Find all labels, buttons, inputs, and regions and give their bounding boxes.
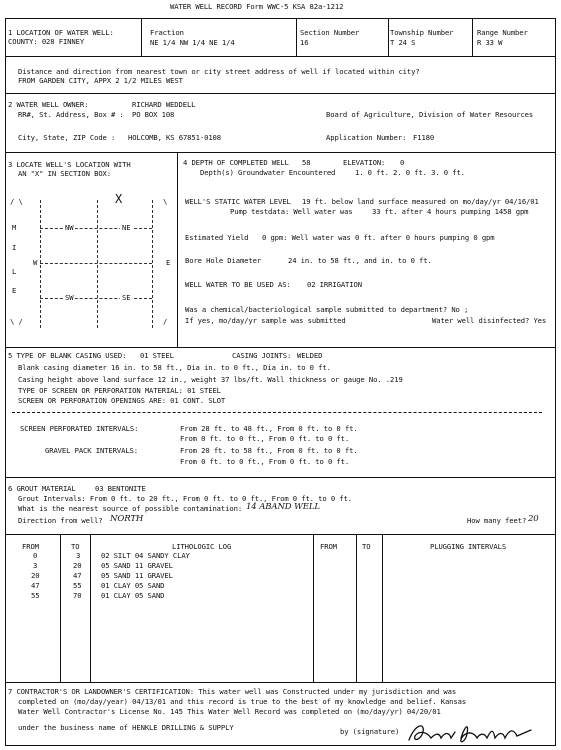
frame-corner-tr: \ xyxy=(163,197,168,206)
frame-corner-bl: \ / xyxy=(10,317,23,326)
mile-i: I xyxy=(12,243,17,252)
board-text: Board of Agriculture, Division of Water Resources xyxy=(326,110,534,119)
mile-l: L xyxy=(12,267,17,276)
disinfected-label: Water well disinfected? Yes xyxy=(432,316,547,325)
bore-value: 24 in. to 58 ft., and in. to 0 ft. xyxy=(288,256,432,265)
casing-label: 5 TYPE OF BLANK CASING USED: xyxy=(8,351,127,360)
section-grid-middle xyxy=(40,263,152,264)
log-desc: 01 CLAY 05 SAND xyxy=(101,581,165,590)
bore-label: Bore Hole Diameter xyxy=(185,256,262,265)
owner-label: 2 WATER WELL OWNER: xyxy=(8,100,89,109)
how-many-feet-value: 20 xyxy=(528,514,539,524)
fraction-label: Fraction xyxy=(150,28,184,37)
form-title: WATER WELL RECORD Form WWC-5 KSA 82a-1212 xyxy=(170,2,344,11)
log-to: 47 xyxy=(73,571,82,580)
well-location-x-mark: X xyxy=(115,192,123,206)
locate-label-1: 3 LOCATE WELL'S LOCATION WITH xyxy=(8,160,131,169)
how-many-feet-label: How many feet? xyxy=(467,516,527,525)
certification-line-4: under the business name of HENKLE DRILLING & SUPPLY xyxy=(18,723,234,732)
log-desc: 05 SAND 11 GRAVEL xyxy=(101,571,173,580)
city-label: City, State, ZIP Code : xyxy=(18,133,116,142)
chem-sample-date-label: If yes, mo/day/yr sample was submitted xyxy=(185,316,346,325)
range-value: R 33 W xyxy=(477,38,503,47)
section-grid-right xyxy=(152,200,153,328)
range-label: Range Number xyxy=(477,28,528,37)
groundwater-label: Depth(s) Groundwater Encountered xyxy=(200,168,336,177)
application-label: Application Number: xyxy=(326,133,407,142)
e-label: E xyxy=(166,258,171,267)
contamination-label: What is the nearest source of possible contamination: xyxy=(18,504,243,513)
log-from: 55 xyxy=(31,591,40,600)
screen-intervals-label: SCREEN PERFORATED INTERVALS: xyxy=(20,424,139,433)
frame-corner-br: / xyxy=(163,317,168,326)
application-value: F1180 xyxy=(413,133,435,142)
section-value: 16 xyxy=(300,38,309,47)
grout-label: 6 GROUT MATERIAL xyxy=(8,484,76,493)
location-label: 1 LOCATION OF WATER WELL: xyxy=(8,28,114,37)
log-desc: 05 SAND 11 GRAVEL xyxy=(101,561,173,570)
log-header-plugging: PLUGGING INTERVALS xyxy=(430,542,507,551)
gravel-interval-1: From 20 ft. to 58 ft., From 0 ft. to 0 ft. xyxy=(180,446,358,455)
log-header-to-2: TO xyxy=(362,542,371,551)
certification-line-3: Water Well Contractor's License No. 145 This Water Well Record was completed on (mo/day/yr) 04/20/01 xyxy=(18,707,441,716)
yield-value: 0 gpm: Well water was 0 ft. after 0 hours pumping 0 gpm xyxy=(262,233,495,242)
section-grid-center xyxy=(97,200,98,328)
distance-label: Distance and direction from nearest town or city street address of well if located within city? xyxy=(18,67,420,76)
section-grid-left xyxy=(40,200,41,328)
log-to: 55 xyxy=(73,581,82,590)
log-header-from-2: FROM xyxy=(320,542,337,551)
township-value: T 24 S xyxy=(390,38,416,47)
grout-intervals: Grout Intervals: From 0 ft. to 20 ft., From 0 ft. to 0 ft., From 0 ft. to 0 ft. xyxy=(18,494,352,503)
w-label: W xyxy=(33,258,38,267)
static-level-value: 19 ft. below land surface measured on mo/day/yr 04/16/01 xyxy=(302,197,539,206)
log-to: 20 xyxy=(73,561,82,570)
elevation-label: ELEVATION: xyxy=(343,158,386,167)
depth-label: 4 DEPTH OF COMPLETED WELL xyxy=(183,158,289,167)
gravel-interval-2: From 0 ft. to 0 ft., From 0 ft. to 0 ft. xyxy=(180,457,350,466)
distance-value: FROM GARDEN CITY, APPX 2 1/2 MILES WEST xyxy=(18,76,183,85)
sw-label: SW xyxy=(65,293,74,302)
frame-corner-tl: / \ xyxy=(10,197,23,206)
log-to: 3 xyxy=(76,551,81,560)
certification-line-2: completed on (mo/day/year) 04/13/01 and this record is true to the best of my knowledge and belief. Kansas xyxy=(18,697,467,706)
log-desc: 01 CLAY 05 SAND xyxy=(101,591,165,600)
pump-test-label: Pump testdata: Well water was xyxy=(230,207,353,216)
casing-diameter-line: Blank casing diameter 16 in. to 58 ft., Dia in. to 0 ft., Dia in. to 0 ft. xyxy=(18,363,331,372)
log-header-to: TO xyxy=(71,542,80,551)
groundwater-values: 1. 0 ft. 2. 0 ft. 3. 0 ft. xyxy=(355,168,465,177)
direction-value: NORTH xyxy=(110,514,144,524)
log-to: 70 xyxy=(73,591,82,600)
chem-sample-question: Was a chemical/bacteriological sample submitted to department? No ; xyxy=(185,305,469,314)
log-desc: 02 SILT 04 SANDY CLAY xyxy=(101,551,190,560)
section-label: Section Number xyxy=(300,28,360,37)
log-from: 20 xyxy=(31,571,40,580)
locate-label-2: AN "X" IN SECTION BOX: xyxy=(18,169,111,178)
joints-label: CASING JOINTS: xyxy=(232,351,292,360)
fraction-value: NE 1/4 NW 1/4 NE 1/4 xyxy=(150,38,235,47)
direction-label: Direction from well? xyxy=(18,516,103,525)
screen-interval-2: From 0 ft. to 0 ft., From 0 ft. to 0 ft. xyxy=(180,434,350,443)
log-from: 0 xyxy=(33,551,38,560)
city-value: HOLCOMB, KS 67851-0108 xyxy=(128,133,221,142)
joints-value: WELDED xyxy=(297,351,323,360)
mile-e: E xyxy=(12,286,17,295)
ne-label: NE xyxy=(122,223,131,232)
screen-interval-1: From 28 ft. to 48 ft., From 0 ft. to 0 ft. xyxy=(180,424,358,433)
static-level-label: WELL'S STATIC WATER LEVEL xyxy=(185,197,291,206)
contractor-signature xyxy=(405,718,535,748)
grout-value: 03 BENTONITE xyxy=(95,484,146,493)
pump-test-value: 33 ft. after 4 hours pumping 1458 gpm xyxy=(372,207,529,216)
screen-openings-line: SCREEN OR PERFORATION OPENINGS ARE: 01 CONT. SLOT xyxy=(18,396,226,405)
casing-height-line: Casing height above land surface 12 in., weight 37 lbs/ft. Wall thickness or gauge No. .219 xyxy=(18,375,403,384)
owner-value: RICHARD WEDDELL xyxy=(132,100,196,109)
use-value: 02 IRRIGATION xyxy=(307,280,362,289)
casing-value: 01 STEEL xyxy=(140,351,174,360)
elevation-value: 0 xyxy=(400,158,405,167)
township-label: Township Number xyxy=(390,28,454,37)
use-label: WELL WATER TO BE USED AS: xyxy=(185,280,291,289)
certification-line-1: 7 CONTRACTOR'S OR LANDOWNER'S CERTIFICATION: This water well was Constructed under my jurisdiction and was xyxy=(8,687,457,696)
rr-label: RR#, St. Address, Box # : xyxy=(18,110,124,119)
county: COUNTY: 028 FINNEY xyxy=(8,37,85,46)
log-header-from: FROM xyxy=(22,542,39,551)
yield-label: Estimated Yield xyxy=(185,233,249,242)
rr-value: PO BOX 108 xyxy=(132,110,175,119)
log-header-lithologic: LITHOLOGIC LOG xyxy=(172,542,232,551)
log-from: 3 xyxy=(33,561,38,570)
mile-m: M xyxy=(12,223,17,232)
nw-label: NW xyxy=(65,223,74,232)
signature-label: by (signature) xyxy=(340,727,400,736)
contamination-value: 14 ABAND WELL xyxy=(246,502,320,512)
log-from: 47 xyxy=(31,581,40,590)
depth-value: 58 xyxy=(302,158,311,167)
gravel-intervals-label: GRAVEL PACK INTERVALS: xyxy=(45,446,138,455)
se-label: SE xyxy=(122,293,131,302)
screen-type-line: TYPE OF SCREEN OR PERFORATION MATERIAL: 01 STEEL xyxy=(18,386,221,395)
